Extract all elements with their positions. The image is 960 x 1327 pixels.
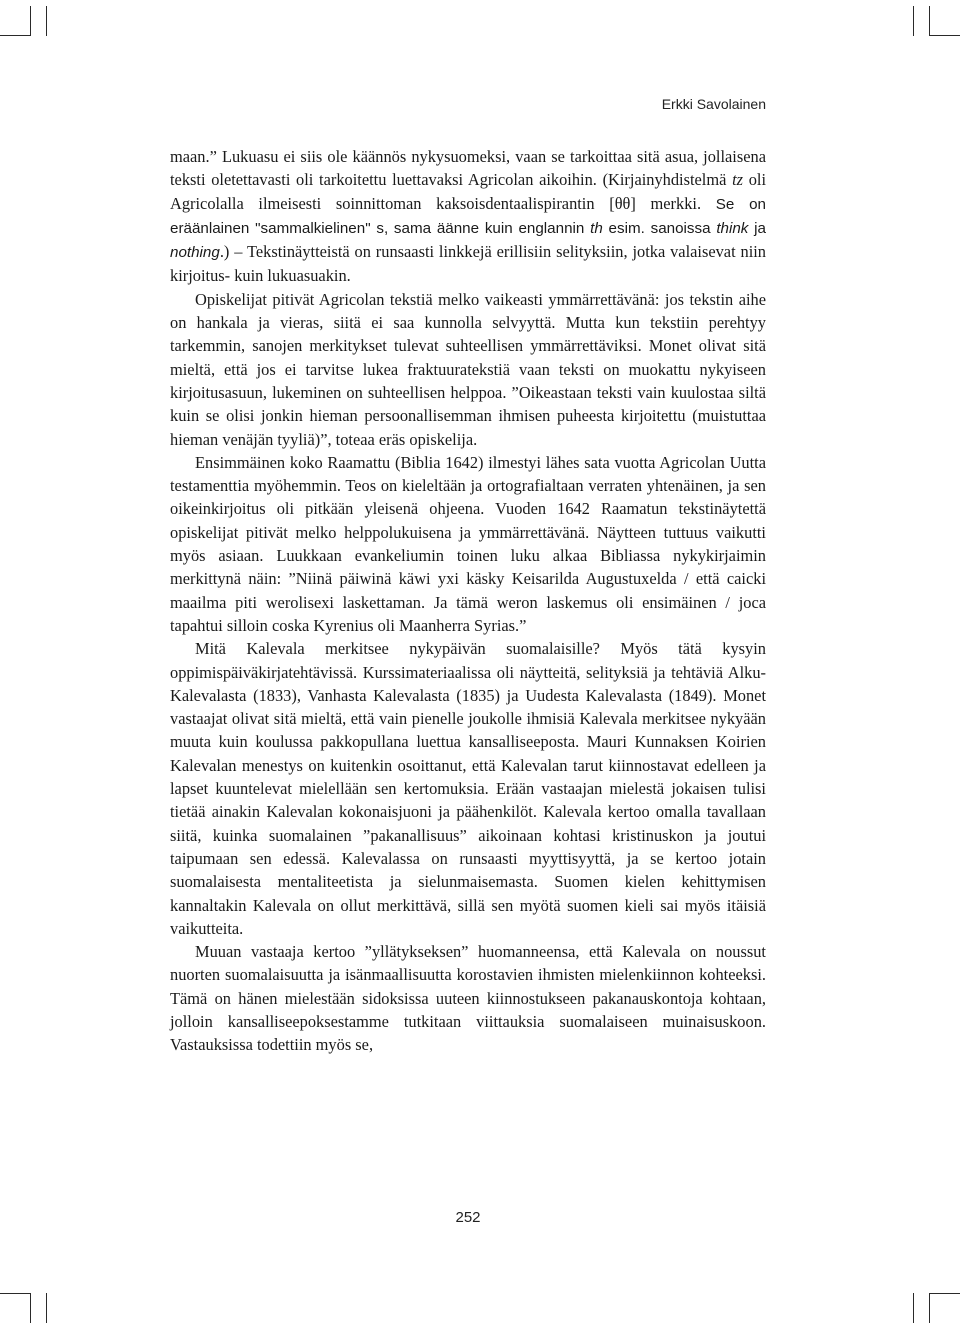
paragraph-2: Opiskelijat pitivät Agricolan tekstiä melko vaikeasti ymmärrettävänä: jos tekstin aihe on hankala ja vieras, siitä ei saa kunnolla selvyyttä. Mutta kun tekstiin perehtyy tarkemmin, sanojen merkitykset tulevat suhteellisen ymmärrettäviksi. Monet olivat sitä mieltä, että jos ei tarvitse lukea fraktuuratekstiä vaan teksti on muokattu nykyiseen kirjoitusasuun, lukeminen on suhteellisen helppoa. ”Oikeastaan teksti vain kuulostaa siltä kuin se olisi jonkin hieman persoonallisemman ihmisen puheesta kirjoitettu (muistuttaa hieman venäjän tyyliä)”, toteaa eräs opiskelija. (170, 289, 766, 449)
paragraph-5: Muuan vastaaja kertoo ”yllätykseksen” huomanneensa, että Kalevala on noussut nuorten suomalaisuutta ja isänmaallisuutta korostavien ihmisten mielenkiinnon kohteeksi. Tämä on hänen mielestään sidoksissa uuteen kiinnostukseen pakanauskontoja kohtaan, jolloin kansalliseepoksestamme tutkitaan viittauksia suomalaiseen muinaisuskoon. Vastauksissa todettiin myös se, (170, 942, 766, 1055)
crop-mark-bottom-right-v (913, 1293, 914, 1323)
paragraph-1: maan.” Lukuasu ei siis ole käännös nykysuomeksi, vaan se tarkoittaa sitä asua, jollaisena teksti oletettavasti oli tarkoitettu luettavaksi Agricolan aikoihin. (Kirjainyhdistelmä tz oli Agricolalla ilmeisesti soinnittoman kaksoisdentaalispirantin [θθ] merkki. Se on eräänlainen "sammalkielinen" s, sama äänne kuin englannin th esim. sanoissa think ja nothing.) – Tekstinäytteistä on runsaasti linkkejä erillisiin selityksiin, jotka valaisevat niin kirjoitus- kuin lukuasuakin. (170, 147, 766, 286)
paragraph-4: Mitä Kalevala merkitsee nykypäivän suomalaisille? Myös tätä kysyin oppimispäiväkirjatehtävissä. Kurssimateriaalissa oli näytteitä, selityksiä ja tehtäviä Alku-Kalevalasta (1833), Vanhasta Kalevalasta (1835) ja Uudesta Kalevalasta (1849). Monet vastaajat olivat sitä mieltä, että vain pienelle joukolle ihmisiä Kalevala merkitsee nykyään muuta kuin koulussa pakkopullana luettua kansalliseeposta. Mauri Kunnaksen Koirien Kalevalan menestys on kuitenkin osoittanut, että Kalevalan tarut kiinnostavat edelleen ja lapset kuuntelevat mielellään sen kertomuksia. Erään vastaajan mielestä jokaisen tulisi tietää ainakin Kalevalan kokonaisjuoni ja päähenkilöt. Kalevala kertoo omalla tavallaan siitä, kuinka suomalainen ”pakanallisuus” aikoinaan kohtasi kristinuskon ja joutui taipumaan sen edessä. Kalevalassa on runsaasti myyttisyyttä, ja se kertoo jotain suomalaisesta mentaliteetista ja sielunmaisemasta. Suomen kielen kehittymisen kannaltakin Kalevala on ollut merkittävä, sillä sen myötä suomen kieli sai myös itäisiä vaikutteita. (170, 639, 766, 938)
crop-mark-top-right-v2 (929, 6, 930, 36)
crop-mark-bottom-right-h (929, 1293, 960, 1294)
crop-mark-top-left-h (0, 35, 31, 36)
running-header-author: Erkki Savolainen (661, 96, 766, 112)
crop-mark-top-left-v2 (46, 6, 47, 36)
crop-mark-top-right-v (913, 6, 914, 36)
page-number: 252 (455, 1209, 481, 1226)
crop-mark-bottom-left-v2 (46, 1293, 47, 1323)
crop-mark-top-left-v (30, 6, 31, 36)
crop-mark-bottom-left-h (0, 1293, 31, 1294)
crop-mark-bottom-left-v (30, 1293, 31, 1323)
crop-mark-bottom-right-v2 (929, 1293, 930, 1323)
body-text (170, 145, 766, 1057)
crop-mark-top-right-h (929, 35, 960, 36)
paragraph-3: Ensimmäinen koko Raamattu (Biblia 1642) ilmestyi lähes sata vuotta Agricolan Uutta testamenttia myöhemmin. Teos on kieleltään ja ortografialtaan verraten yhtenäinen, ja sen oikeinkirjoitus oli pitkään yleisenä ohjeena. Vuoden 1642 Raamatun tekstinäytettä opiskelijat pitivät melko helppolukuisena ja ymmärrettävänä. Näytteen tuttuus vaikutti myös asiaan. Luukkaan evankeliumin toinen luku alkaa Bibliassa nykykirjaimin merkittynä näin: ”Niinä päiwinä käwi yxi käsky Keisarilda Augustuxelda / että caicki maailma piti werolisexi laskettaman. Ja tämä weron laskemus oli ensimäinen / joca tapahtui silloin coska Kyrenius oli Maanherra Syrias.” (170, 452, 766, 635)
